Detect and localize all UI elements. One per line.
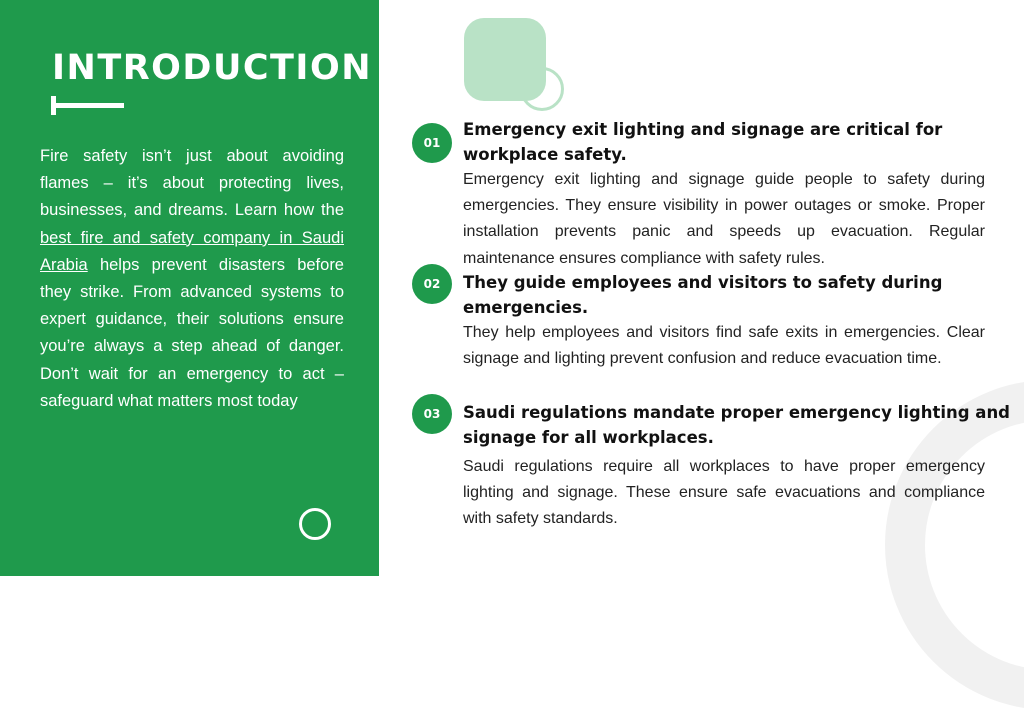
title-underline-cap xyxy=(51,96,56,115)
point-body-03: Saudi regulations require all workplaces to have proper emergency lighting and signage. These ensure safe evacuations and compliance with safety standards. xyxy=(463,458,985,528)
number-badge-03: 03 xyxy=(412,394,452,434)
point-heading-02: They guide employees and visitors to safety during emergencies. xyxy=(463,273,943,317)
point-body-02: They help employees and visitors find safe exits in emergencies. Clear signage and lighting prevent confusion and reduce evacuation time. xyxy=(463,324,985,368)
intro-text-after-link: helps prevent disasters before they strike. From advanced systems to expert guidance, their solutions ensure you’re always a step ahead of danger. Don’t wait for an emergency to act – safeguard what matters most today xyxy=(40,255,344,410)
intro-panel xyxy=(0,0,379,576)
point-heading-03: Saudi regulations mandate proper emergency lighting and signage for all workplaces. xyxy=(463,403,1010,447)
intro-title: INTRODUCTION xyxy=(52,48,372,88)
intro-text-before-link: Fire safety isn’t just about avoiding flames – it’s about protecting lives, businesses, and dreams. Learn how the xyxy=(40,147,344,220)
company-link[interactable]: best fire and safety company in Saudi Arabia xyxy=(40,228,344,274)
title-underline xyxy=(52,103,124,108)
decorative-ring xyxy=(520,67,564,111)
point-body-01: Emergency exit lighting and signage guide people to safety during emergencies. They ensure visibility in power outages or smoke. Proper installation prevents panic and speeds up evacuation. Regular maintenance ensures compliance with safety rules. xyxy=(463,171,985,267)
number-badge-01: 01 xyxy=(412,123,452,163)
number-badge-02: 02 xyxy=(412,264,452,304)
point-heading-01: Emergency exit lighting and signage are critical for workplace safety. xyxy=(463,120,943,164)
intro-paragraph xyxy=(40,143,344,415)
decorative-circle-icon xyxy=(299,508,331,540)
